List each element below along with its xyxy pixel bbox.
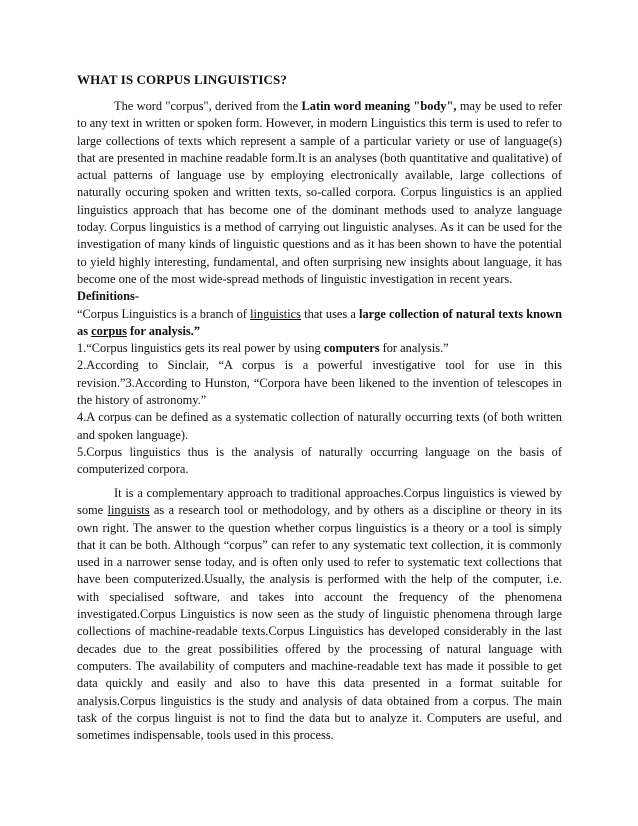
item1-bold-word: computers bbox=[323, 341, 380, 356]
definition-item-4: 4.A corpus can be defined as a systematic collection of naturally occurring texts (of both written and spoken language). bbox=[77, 410, 562, 442]
page-title: WHAT IS CORPUS LINGUISTICS? bbox=[77, 72, 287, 87]
item1-text-start: 1.“Corpus linguistics gets its real power by using bbox=[77, 341, 324, 356]
definition-text-middle: that uses a bbox=[301, 306, 360, 321]
definitions-heading: Definitions- bbox=[77, 289, 139, 304]
second-paragraph bbox=[77, 485, 562, 744]
corpus-link[interactable]: corpus bbox=[91, 323, 127, 338]
item1-text-end: for analysis.” bbox=[379, 341, 449, 356]
second-text-rest: as a research tool or methodology, and by others as a discipline or theory in its own right. The answer to the question whether corpus linguistics is a theory or a tool is simply that it can be both. Although “corpus” can refer to any systematic text collection, it is commonly used in a narrower sense today, and is often only used to refer to systematic text collections that have been computerized.Usually, the analysis is performed with the help of the computer, i.e. with specialised software, and takes into account the frequency of the phenomena investigated.Corpus Linguistics is now seen as the study of linguistic phenomena through large collections of machine-readable texts.Corpus Linguistics has developed considerably in the last decades due to the great possibilities offered by the processing of natural language with computers. The availability of computers and machine-readable text has made it possible to get data quickly and easily and also to have this data presented in a format suitable for analysis.Corpus linguistics is the study and analysis of data obtained from a corpus. The main task of the corpus linguist is not to find the data but to analyze it. Computers are useful, and sometimes indispensable, tools used in this process. bbox=[77, 503, 562, 743]
second-text-block bbox=[77, 485, 562, 744]
main-text-block bbox=[77, 98, 562, 479]
definition-main bbox=[77, 306, 562, 341]
intro-paragraph bbox=[77, 98, 562, 288]
intro-text-rest: may be used to refer to any text in written or spoken form. However, in modern Linguistics this term is used to refer to large collections of texts which represent a sample of a particular variety or use of language(s) that are presented in machine readable form.It is an analyses (both quantitative and qualitative) of actual patterns of language use by employing electronically available, large collections of naturally occuring spoken and written texts, so-called corpora. Corpus linguistics is an applied linguistics approach that has become one of the dominant methods used to analyze language today. Corpus linguistics is a method of carrying out linguistic analyses. As it can be used for the investigation of many kinds of linguistic questions and as it has been shown to have the potential to yield highly interesting, fundamental, and often surprising new insights about language, it has become one of the most wide-spread methods of linguistic investigation in recent years. bbox=[77, 99, 562, 286]
definition-item-5: 5.Corpus linguistics thus is the analysis of naturally occurring language on the basis of computerized corpora. bbox=[77, 444, 562, 477]
intro-text-start: The word "corpus", derived from the bbox=[114, 99, 302, 113]
definition-item-2-3: 2.According to Sinclair, “A corpus is a powerful investigative tool for use in this revision.”3.According to Hunston, “Corpora have been likened to the invention of telescopes in the history of astronomy.” bbox=[77, 358, 562, 408]
linguists-link[interactable]: linguists bbox=[107, 503, 150, 518]
second-text-start: It is a complementary approach to traditional approaches.Corpus linguistics is viewed by some bbox=[77, 486, 562, 518]
definition-text-start: “Corpus Linguistics is a branch of bbox=[77, 306, 251, 321]
intro-bold-phrase: Latin word meaning "body", bbox=[301, 99, 457, 113]
definition-item-1 bbox=[77, 340, 562, 357]
definition-bold-phrase: large collection of natural texts known as bbox=[77, 306, 563, 338]
definition-bold-end: for analysis.” bbox=[126, 323, 201, 338]
linguistics-link[interactable]: linguistics bbox=[250, 306, 302, 321]
